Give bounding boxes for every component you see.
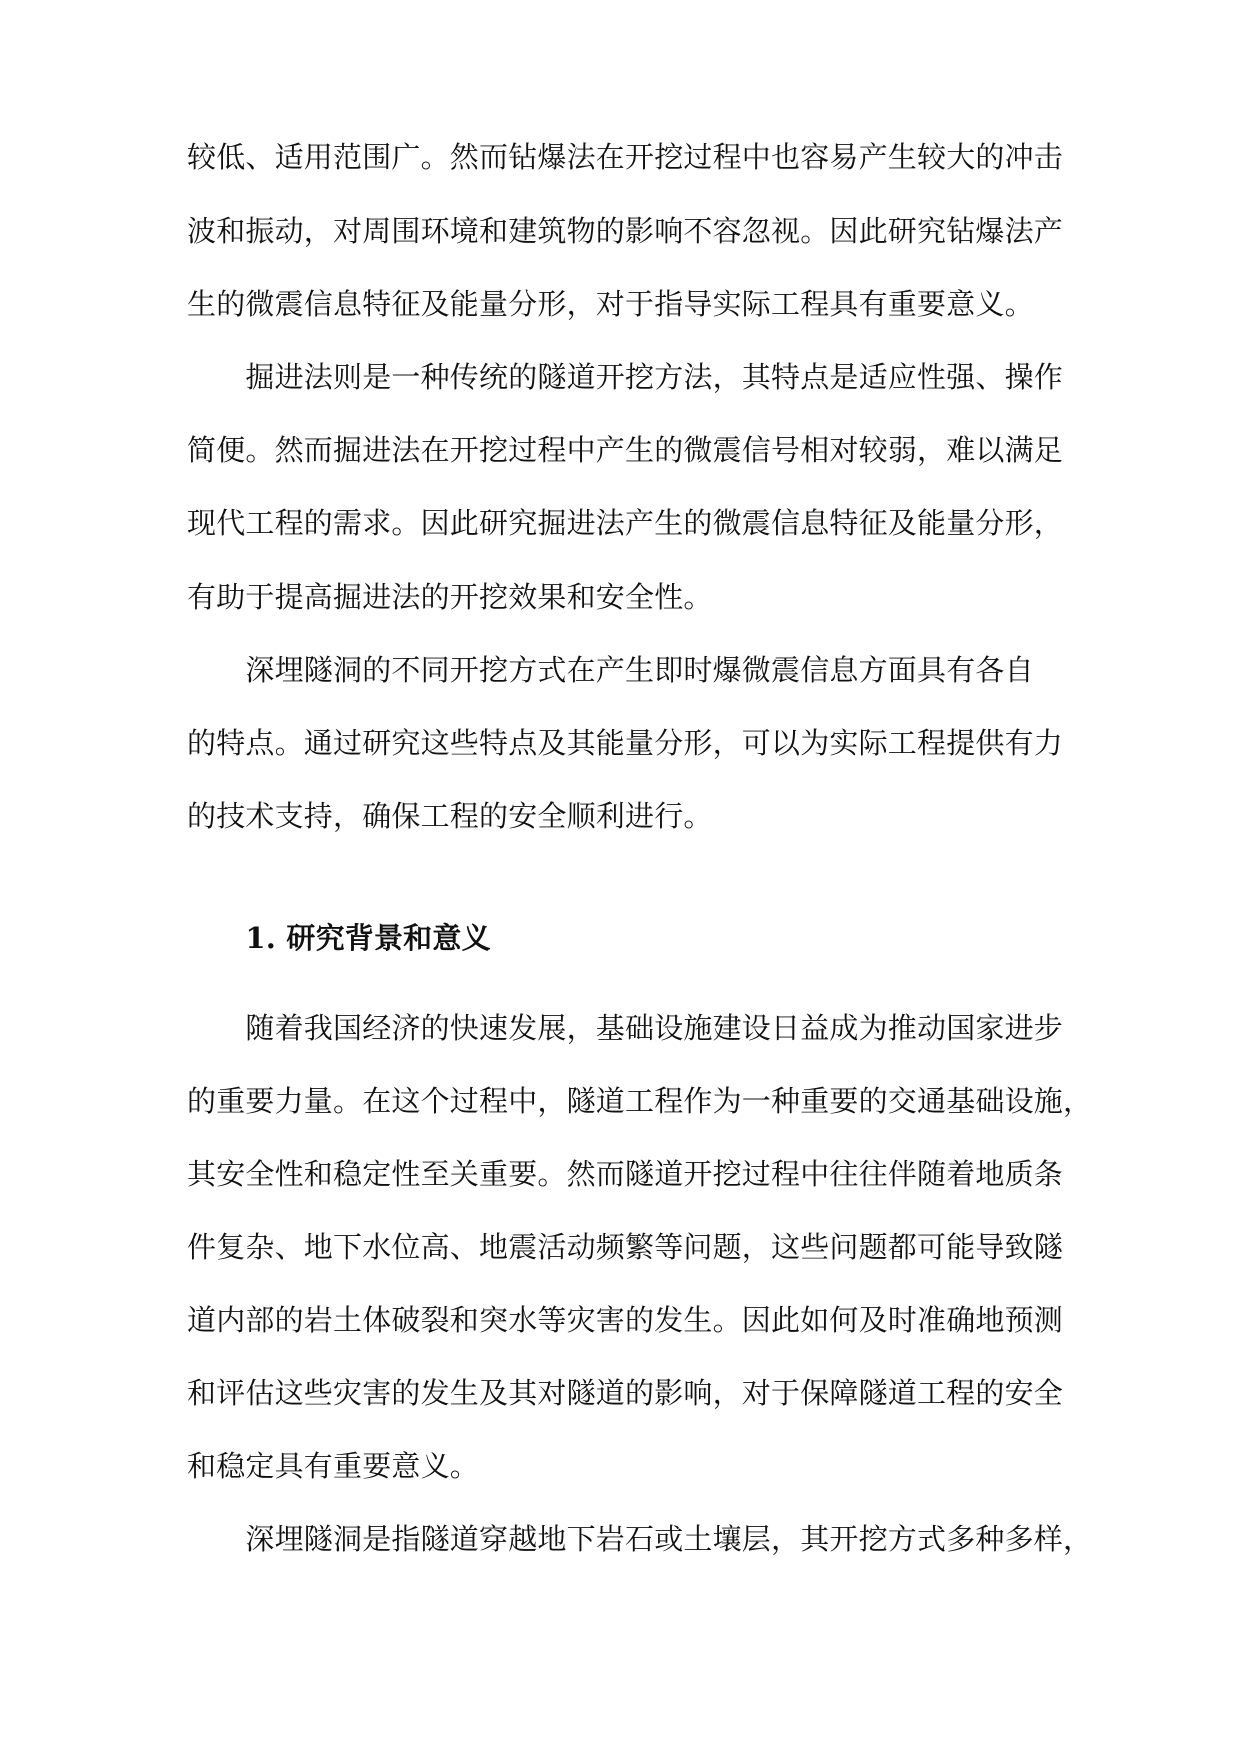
text-line: 随着我国经济的快速发展，基础设施建设日益成为推动国家进步 (187, 1011, 1064, 1045)
text-line: 现代工程的需求。因此研究掘进法产生的微震信息特征及能量分形， (187, 506, 1064, 540)
text-line: 和评估这些灾害的发生及其对隧道的影响，对于保障隧道工程的安全 (187, 1376, 1064, 1410)
text-line: 的重要力量。在这个过程中，隧道工程作为一种重要的交通基础设施， (187, 1084, 1093, 1118)
text-line: 的技术支持，确保工程的安全顺利进行。 (187, 799, 713, 833)
text-line: 其安全性和稳定性至关重要。然而隧道开挖过程中往往伴随着地质条 (187, 1157, 1064, 1191)
text-line: 深埋隧洞是指隧道穿越地下岩石或土壤层，其开挖方式多种多样， (187, 1522, 1093, 1556)
text-line: 道内部的岩土体破裂和突水等灾害的发生。因此如何及时准确地预测 (187, 1303, 1064, 1337)
text-line: 波和振动，对周围环境和建筑物的影响不容忽视。因此研究钻爆法产 (187, 214, 1064, 248)
text-line: 生的微震信息特征及能量分形，对于指导实际工程具有重要意义。 (187, 287, 1034, 321)
text-line: 深埋隧洞的不同开挖方式在产生即时爆微震信息方面具有各自 (187, 653, 1034, 687)
text-line: 简便。然而掘进法在开挖过程中产生的微震信号相对较弱，难以满足 (187, 433, 1064, 467)
text-line: 件复杂、地下水位高、地震活动频繁等问题，这些问题都可能导致隧 (187, 1230, 1064, 1264)
text-line: 有助于提高掘进法的开挖效果和安全性。 (187, 580, 713, 614)
text-line: 掘进法则是一种传统的隧道开挖方法，其特点是适应性强、操作 (187, 360, 1064, 394)
text-line: 和稳定具有重要意义。 (187, 1449, 480, 1483)
section-heading: 1. 研究背景和意义 (187, 921, 491, 955)
text-line: 的特点。通过研究这些特点及其能量分形，可以为实际工程提供有力 (187, 726, 1064, 760)
text-line: 较低、适用范围广。然而钻爆法在开挖过程中也容易产生较大的冲击 (187, 140, 1064, 174)
